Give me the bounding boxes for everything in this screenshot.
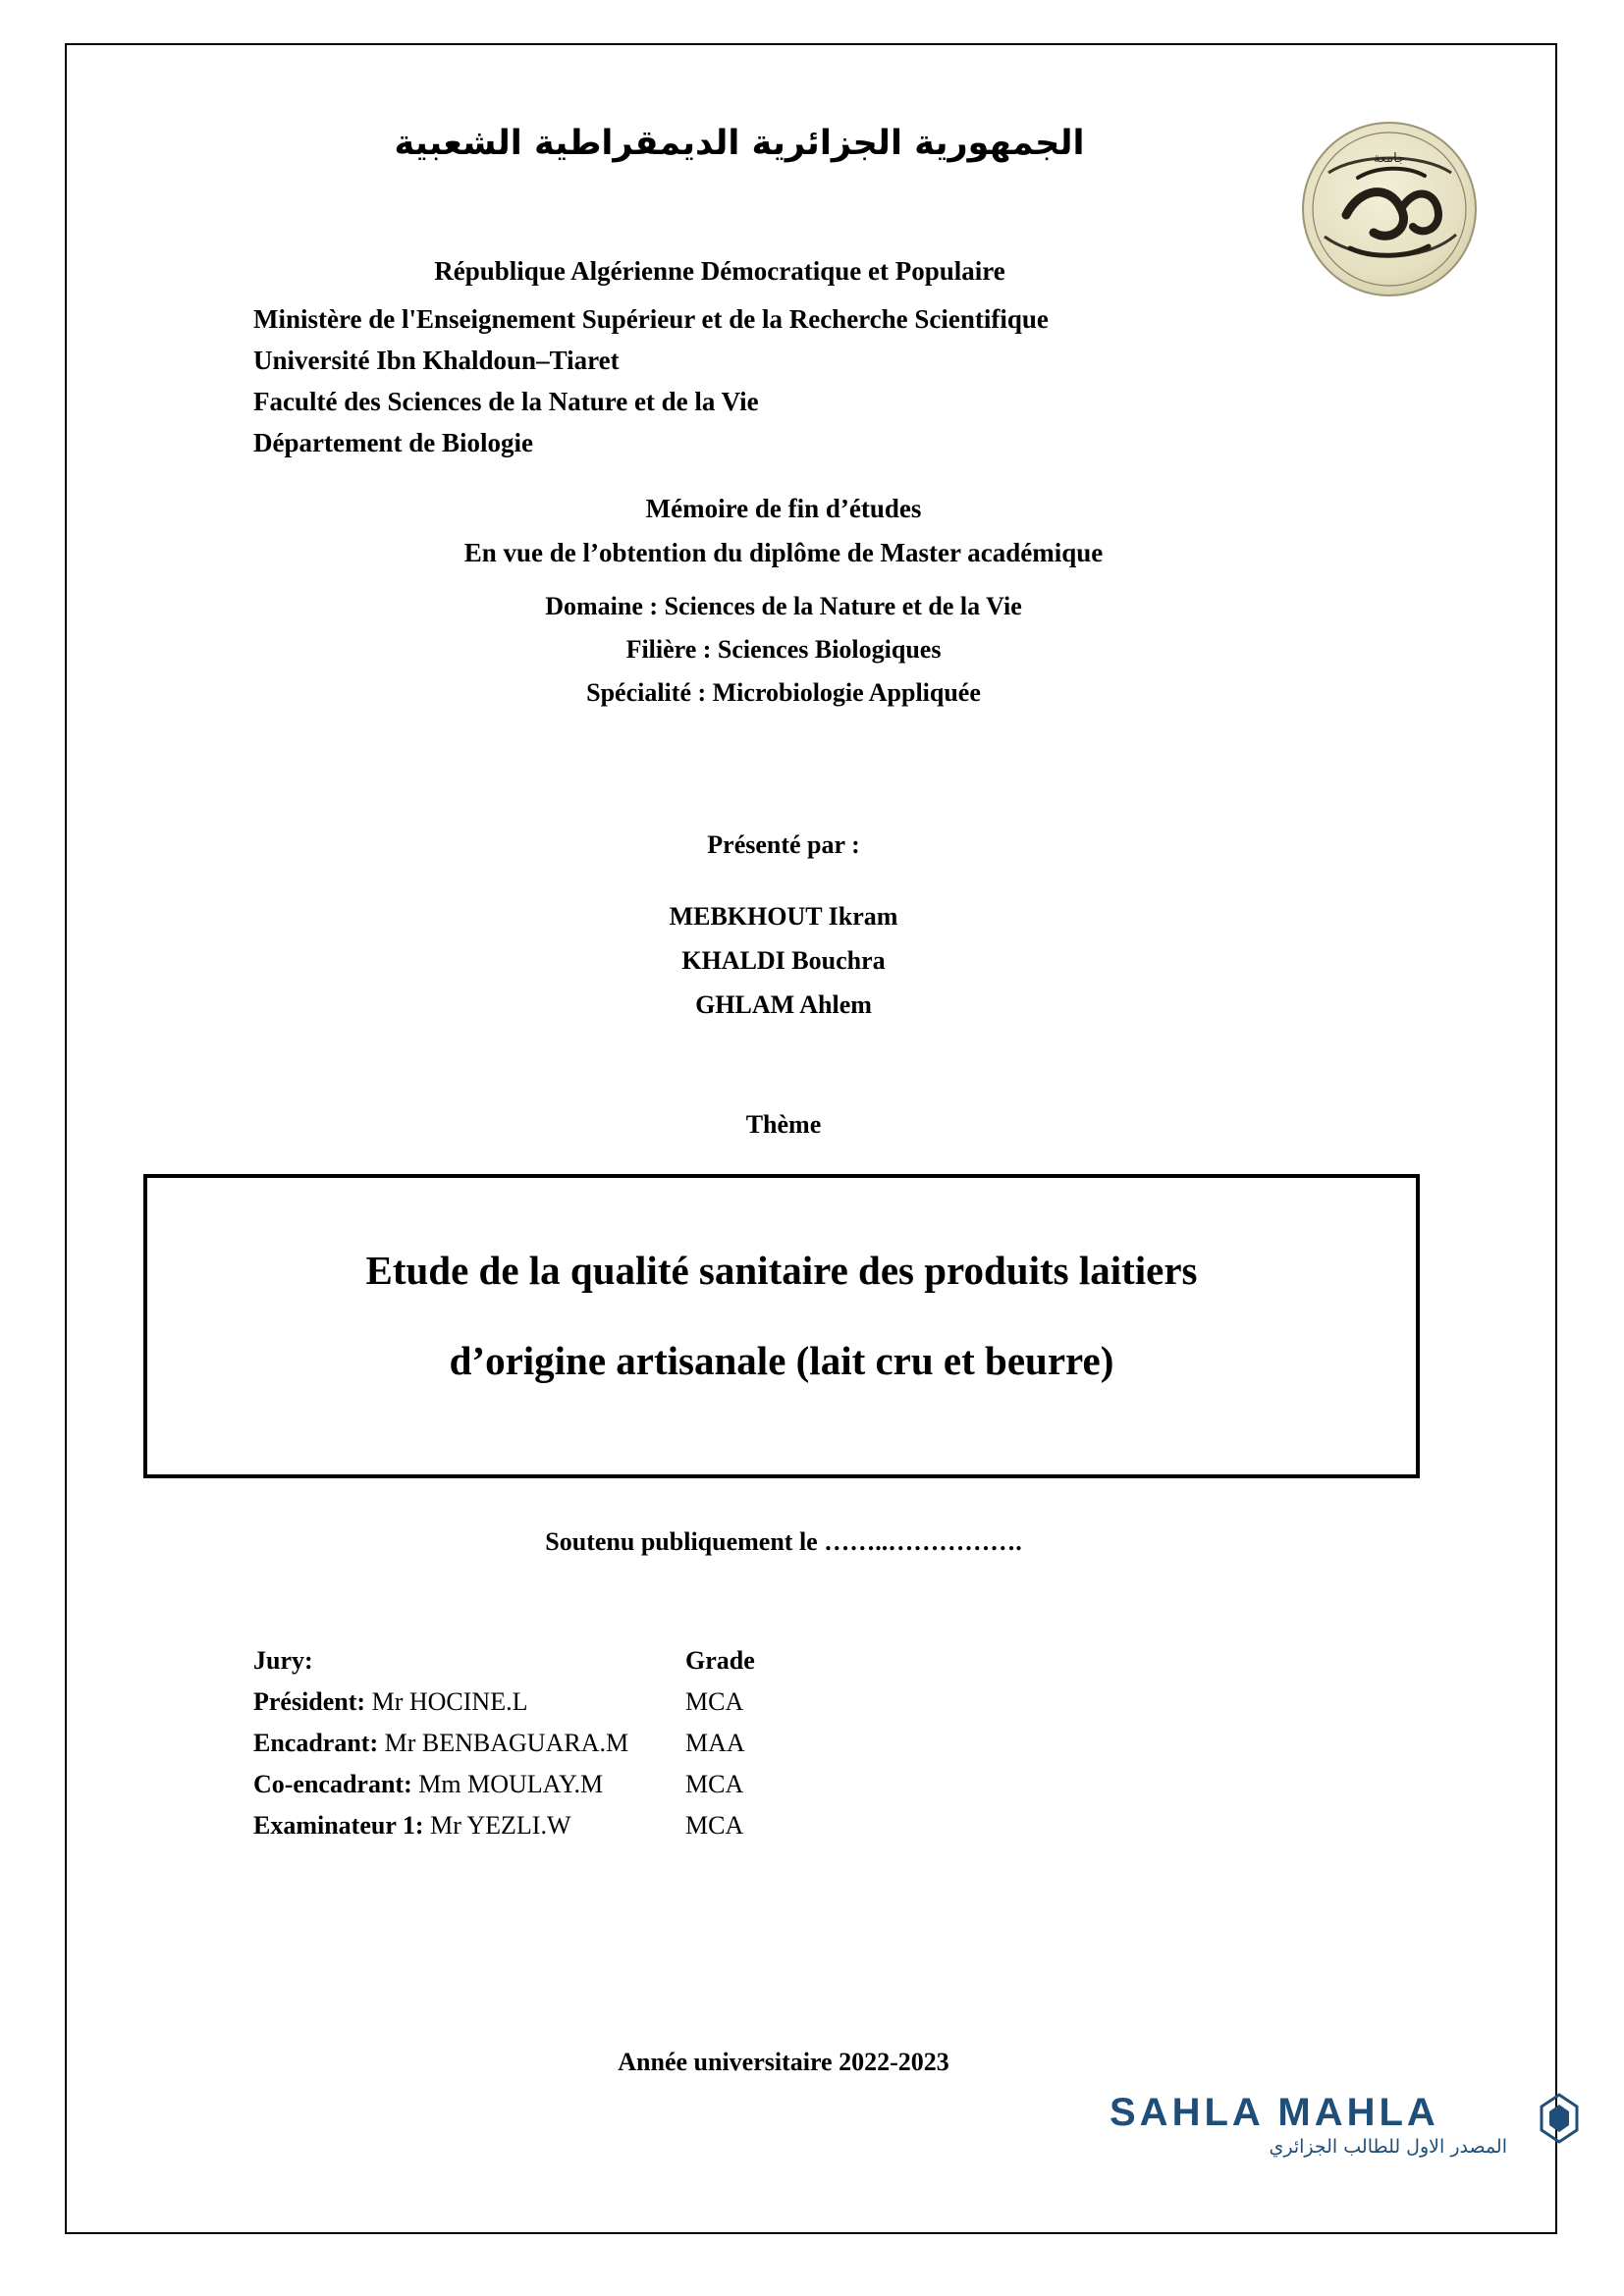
jury-member-name: Mm MOULAY.M <box>418 1770 604 1798</box>
jury-role-label: Encadrant: <box>253 1729 379 1757</box>
memoire-line-1: Mémoire de fin d’études <box>645 494 922 523</box>
jury-member-cell <box>253 1805 685 1846</box>
jury-header-role: Jury: <box>253 1646 313 1675</box>
svg-text:جامعة: جامعة <box>1373 151 1406 166</box>
jury-role-label: Examinateur 1: <box>253 1811 424 1840</box>
jury-member-name: Mr HOCINE.L <box>371 1687 528 1716</box>
jury-member-cell <box>253 1682 685 1723</box>
memoire-block <box>244 487 1324 575</box>
presented-by-label: Présenté par : <box>707 830 860 859</box>
jury-header-row <box>253 1640 1235 1682</box>
jury-member-name: Mr BENBAGUARA.M <box>384 1729 629 1757</box>
theme-title-line-1: Etude de la qualité sanitaire des produits laitiers <box>365 1248 1198 1293</box>
institution-country: République Algérienne Démocratique et Populaire <box>434 256 1005 286</box>
jury-header-grade: Grade <box>685 1646 755 1675</box>
cover-content <box>67 45 1555 2232</box>
program-domaine: Domaine : Sciences de la Nature et de la Vie <box>545 592 1022 620</box>
jury-row <box>253 1723 1235 1764</box>
university-seal-icon <box>1299 119 1481 300</box>
jury-row <box>253 1805 1235 1846</box>
jury-role-label: Président: <box>253 1687 366 1716</box>
jury-member-cell <box>253 1723 685 1764</box>
memoire-line-2: En vue de l’obtention du diplôme de Master académique <box>463 538 1104 567</box>
jury-row <box>253 1682 1235 1723</box>
theme-label: Thème <box>745 1110 822 1139</box>
jury-role-label: Co-encadrant: <box>253 1770 412 1798</box>
institution-faculty: Faculté des Sciences de la Nature et de la Vie <box>253 387 759 416</box>
theme-title <box>202 1225 1361 1406</box>
arabic-header-title: الجمهورية الجزائرية الديمقراطية الشعبية <box>394 124 1085 163</box>
jury-member-cell <box>253 1764 685 1805</box>
institution-lines <box>253 298 1333 463</box>
institution-university: Université Ibn Khaldoun–Tiaret <box>253 346 620 375</box>
institution-department: Département de Biologie <box>253 428 533 457</box>
watermark-subtitle: المصدر الاول للطالب الجزائري <box>1269 2136 1507 2158</box>
defense-date-line: Soutenu publiquement le ……..……………. <box>545 1527 1022 1556</box>
theme-title-line-2: d’origine artisanale (lait cru et beurre) <box>449 1338 1114 1383</box>
watermark-brand: SAHLA MAHLA <box>1110 2091 1439 2134</box>
jury-row <box>253 1764 1235 1805</box>
jury-member-grade: MCA <box>685 1770 744 1798</box>
author-name: KHALDI Bouchra <box>681 946 886 975</box>
jury-member-name: Mr YEZLI.W <box>430 1811 571 1840</box>
watermark-logo-icon <box>1538 2093 1581 2144</box>
institution-ministry: Ministère de l'Enseignement Supérieur et de la Recherche Scientifique <box>253 304 1049 334</box>
jury-table <box>253 1640 1235 1846</box>
jury-member-grade: MAA <box>685 1729 745 1757</box>
document-page <box>65 43 1557 2234</box>
author-name: MEBKHOUT Ikram <box>669 902 898 931</box>
authors-list <box>244 894 1324 1027</box>
program-filiere: Filière : Sciences Biologiques <box>625 635 942 664</box>
jury-member-grade: MCA <box>685 1811 744 1840</box>
theme-title-box <box>143 1174 1420 1478</box>
academic-year: Année universitaire 2022-2023 <box>618 2048 949 2076</box>
jury-member-grade: MCA <box>685 1687 744 1716</box>
author-name: GHLAM Ahlem <box>695 990 872 1019</box>
program-specialite: Spécialité : Microbiologie Appliquée <box>586 678 981 707</box>
watermark <box>1110 2091 1581 2160</box>
program-block <box>244 585 1324 715</box>
